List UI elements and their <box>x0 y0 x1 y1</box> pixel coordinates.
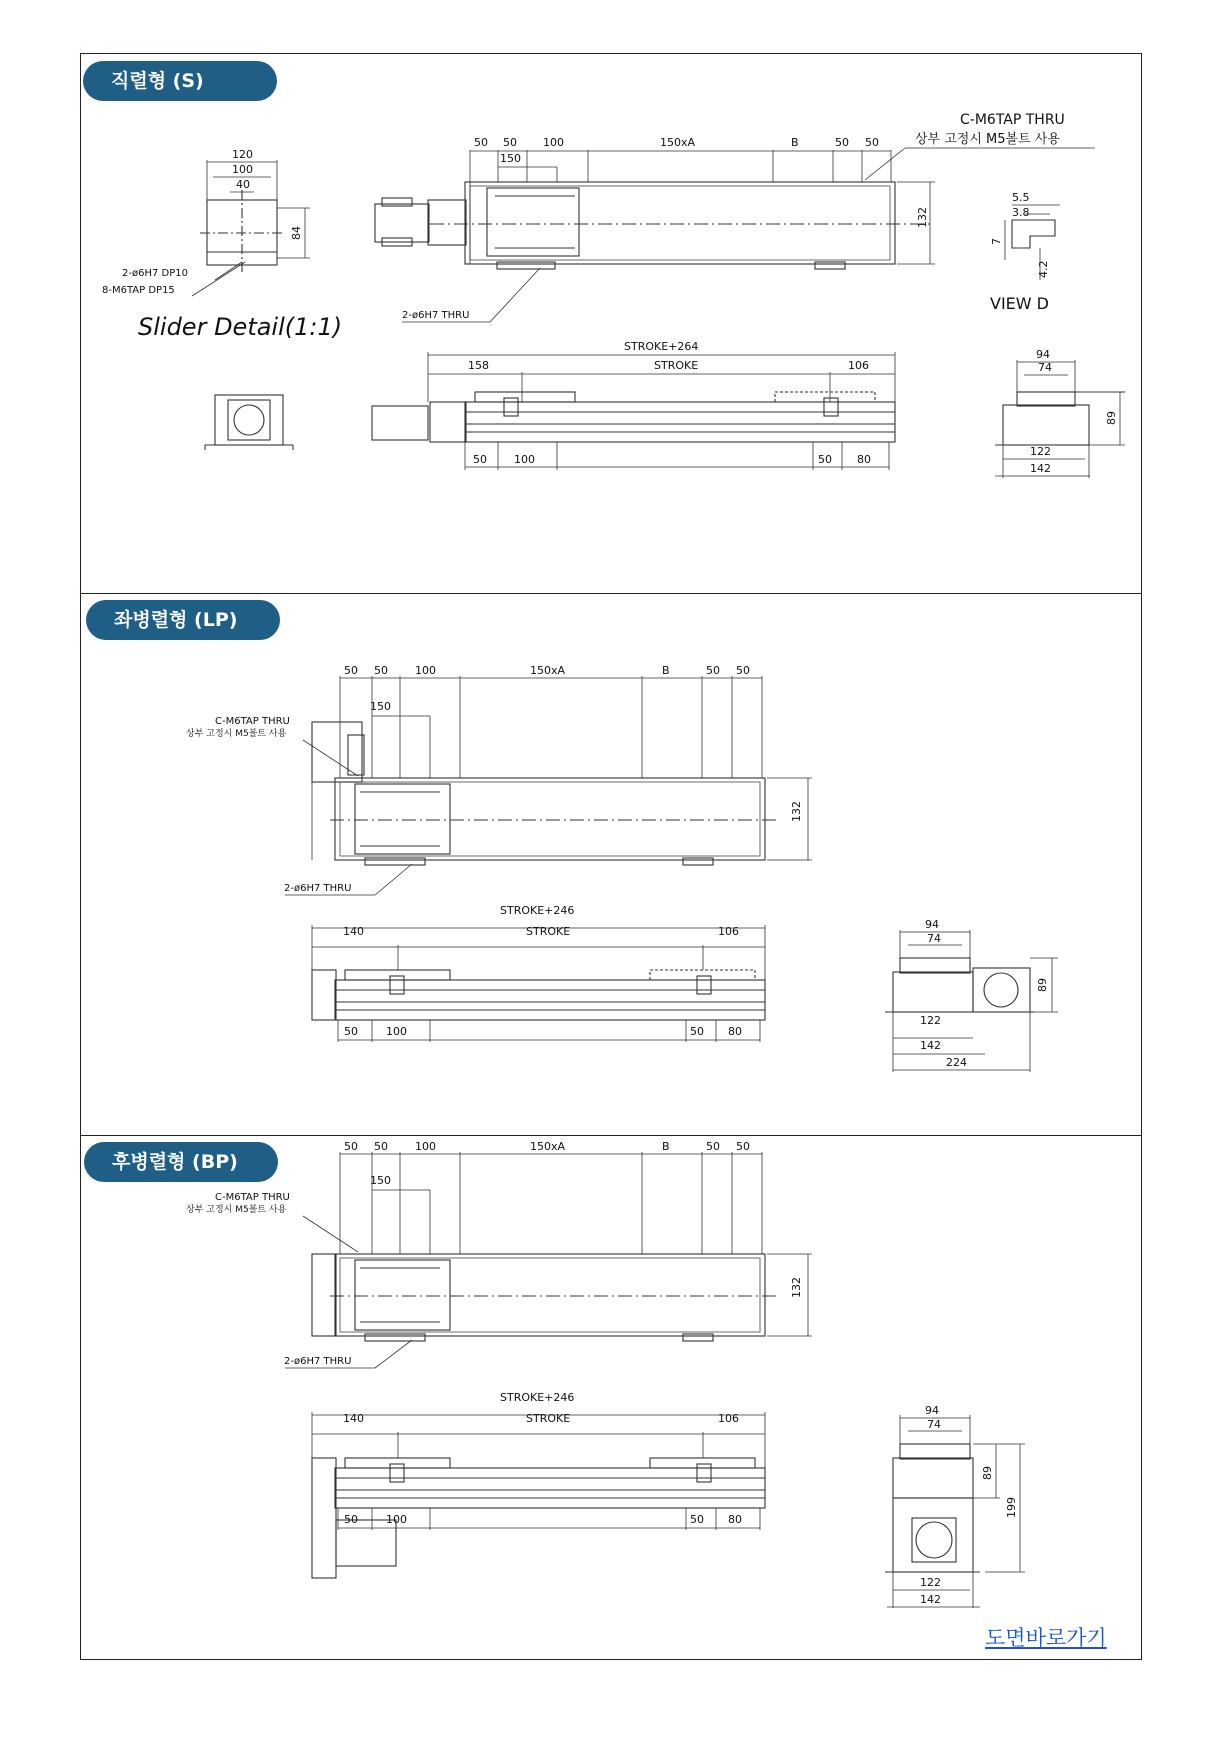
section-title-bp: 후병렬형 (BP) <box>84 1142 278 1182</box>
s-bottom-100: 100 <box>514 453 535 466</box>
s-view-42: 4.2 <box>1037 260 1050 278</box>
s-dim-50b: 50 <box>503 136 517 149</box>
bp-tap-label-1: C-M6TAP THRU <box>215 1192 290 1203</box>
s-dim-100: 100 <box>543 136 564 149</box>
lp-dim-50d: 50 <box>736 664 750 677</box>
s-view-55: 5.5 <box>1012 191 1030 204</box>
s-dim-132: 132 <box>916 207 929 228</box>
s-tap-label-1: C-M6TAP THRU <box>960 112 1065 128</box>
s-dp15-label: 8-M6TAP DP15 <box>102 285 175 296</box>
bp-dim-50b: 50 <box>374 1140 388 1153</box>
lp-end-142: 142 <box>920 1039 941 1052</box>
bp-end-122: 122 <box>920 1576 941 1589</box>
bp-bottom-50: 50 <box>344 1513 358 1526</box>
s-width-100: 100 <box>232 163 253 176</box>
lp-dim-50b: 50 <box>374 664 388 677</box>
bp-dim-50a: 50 <box>344 1140 358 1153</box>
lp-labels <box>186 664 1049 1069</box>
bp-end-view <box>885 1415 1025 1608</box>
s-dim-b: B <box>791 136 799 149</box>
lp-dim-140: 140 <box>343 925 364 938</box>
bp-dim-132: 132 <box>790 1277 803 1298</box>
lp-dim-50a: 50 <box>344 664 358 677</box>
lp-stroke-246: STROKE+246 <box>500 904 575 917</box>
lp-bottom-100: 100 <box>386 1025 407 1038</box>
bp-end-94: 94 <box>925 1404 939 1417</box>
lp-tap-label-1: C-M6TAP THRU <box>215 716 290 727</box>
s-bottom-80: 80 <box>857 453 871 466</box>
lp-bottom-50: 50 <box>344 1025 358 1038</box>
lp-bottom-80: 80 <box>728 1025 742 1038</box>
slider-detail-label: Slider Detail(1:1) <box>138 313 343 341</box>
s-dim-50c: 50 <box>835 136 849 149</box>
bp-stroke-label: STROKE <box>526 1412 571 1425</box>
s-tap-label-2: 상부 고정시 M5볼트 사용 <box>915 132 1060 147</box>
lp-end-89: 89 <box>1036 978 1049 992</box>
bp-dim-150: 150 <box>370 1174 391 1187</box>
s-stroke-264: STROKE+264 <box>624 340 699 353</box>
s-dim-50d: 50 <box>865 136 879 149</box>
s-view-7: 7 <box>990 238 1003 245</box>
lp-end-view <box>885 930 1058 1072</box>
bp-end-199: 199 <box>1005 1497 1018 1518</box>
lp-end-224: 224 <box>946 1056 967 1069</box>
s-dim-150xa: 150xA <box>660 136 696 149</box>
bp-dim-140: 140 <box>343 1412 364 1425</box>
s-bottom-50: 50 <box>473 453 487 466</box>
s-bottom-50b: 50 <box>818 453 832 466</box>
bp-end-89: 89 <box>981 1466 994 1480</box>
s-side-view <box>372 352 895 470</box>
bp-bottom-50b: 50 <box>690 1513 704 1526</box>
bp-thru-label: 2-ø6H7 THRU <box>284 1356 352 1367</box>
s-width-120: 120 <box>232 148 253 161</box>
lp-stroke-label: STROKE <box>526 925 571 938</box>
lp-dim-132: 132 <box>790 801 803 822</box>
bp-side-view <box>312 1412 765 1578</box>
s-top-view <box>375 148 1095 322</box>
bp-dim-150xa: 150xA <box>530 1140 566 1153</box>
lp-dim-150xa: 150xA <box>530 664 566 677</box>
lp-end-122: 122 <box>920 1014 941 1027</box>
s-dp10-label: 2-ø6H7 DP10 <box>122 268 188 279</box>
lp-dim-50c: 50 <box>706 664 720 677</box>
bp-dim-106: 106 <box>718 1412 739 1425</box>
bp-dim-50c: 50 <box>706 1140 720 1153</box>
s-motor-end-view <box>205 395 293 450</box>
s-dim-158: 158 <box>468 359 489 372</box>
lp-dim-106: 106 <box>718 925 739 938</box>
s-end-74: 74 <box>1038 361 1052 374</box>
bp-dim-b: B <box>662 1140 670 1153</box>
bp-dim-100: 100 <box>415 1140 436 1153</box>
lp-tap-label-2: 상부 고정시 M5볼트 사용 <box>186 729 287 739</box>
s-end-89: 89 <box>1105 411 1118 425</box>
bp-end-142: 142 <box>920 1593 941 1606</box>
bp-stroke-246: STROKE+246 <box>500 1391 575 1404</box>
bp-end-74: 74 <box>927 1418 941 1431</box>
s-end-122: 122 <box>1030 445 1051 458</box>
section-title-s: 직렬형 (S) <box>83 61 277 101</box>
lp-dim-150: 150 <box>370 700 391 713</box>
s-thru-label: 2-ø6H7 THRU <box>402 310 470 321</box>
s-labels <box>102 112 1118 475</box>
s-dim-106: 106 <box>848 359 869 372</box>
bp-dim-50d: 50 <box>736 1140 750 1153</box>
lp-dim-b: B <box>662 664 670 677</box>
s-width-40: 40 <box>236 178 250 191</box>
drawing-shortcut-link[interactable]: 도면바로가기 <box>985 1626 1107 1650</box>
view-d-label: VIEW D <box>990 294 1049 313</box>
s-height-84: 84 <box>290 226 303 240</box>
s-end-94: 94 <box>1036 348 1050 361</box>
bp-bottom-100: 100 <box>386 1513 407 1526</box>
section-title-lp: 좌병렬형 (LP) <box>86 600 280 640</box>
s-dim-50a: 50 <box>474 136 488 149</box>
lp-end-74: 74 <box>927 932 941 945</box>
bp-tap-label-2: 상부 고정시 M5볼트 사용 <box>186 1205 287 1215</box>
s-stroke-label: STROKE <box>654 359 699 372</box>
bp-bottom-80: 80 <box>728 1513 742 1526</box>
lp-bottom-50b: 50 <box>690 1025 704 1038</box>
lp-top-view <box>285 676 812 895</box>
lp-thru-label: 2-ø6H7 THRU <box>284 883 352 894</box>
lp-dim-100: 100 <box>415 664 436 677</box>
s-view-38: 3.8 <box>1012 206 1030 219</box>
lp-end-94: 94 <box>925 918 939 931</box>
bp-top-view <box>285 1152 812 1368</box>
s-dim-150: 150 <box>500 152 521 165</box>
s-end-142: 142 <box>1030 462 1051 475</box>
